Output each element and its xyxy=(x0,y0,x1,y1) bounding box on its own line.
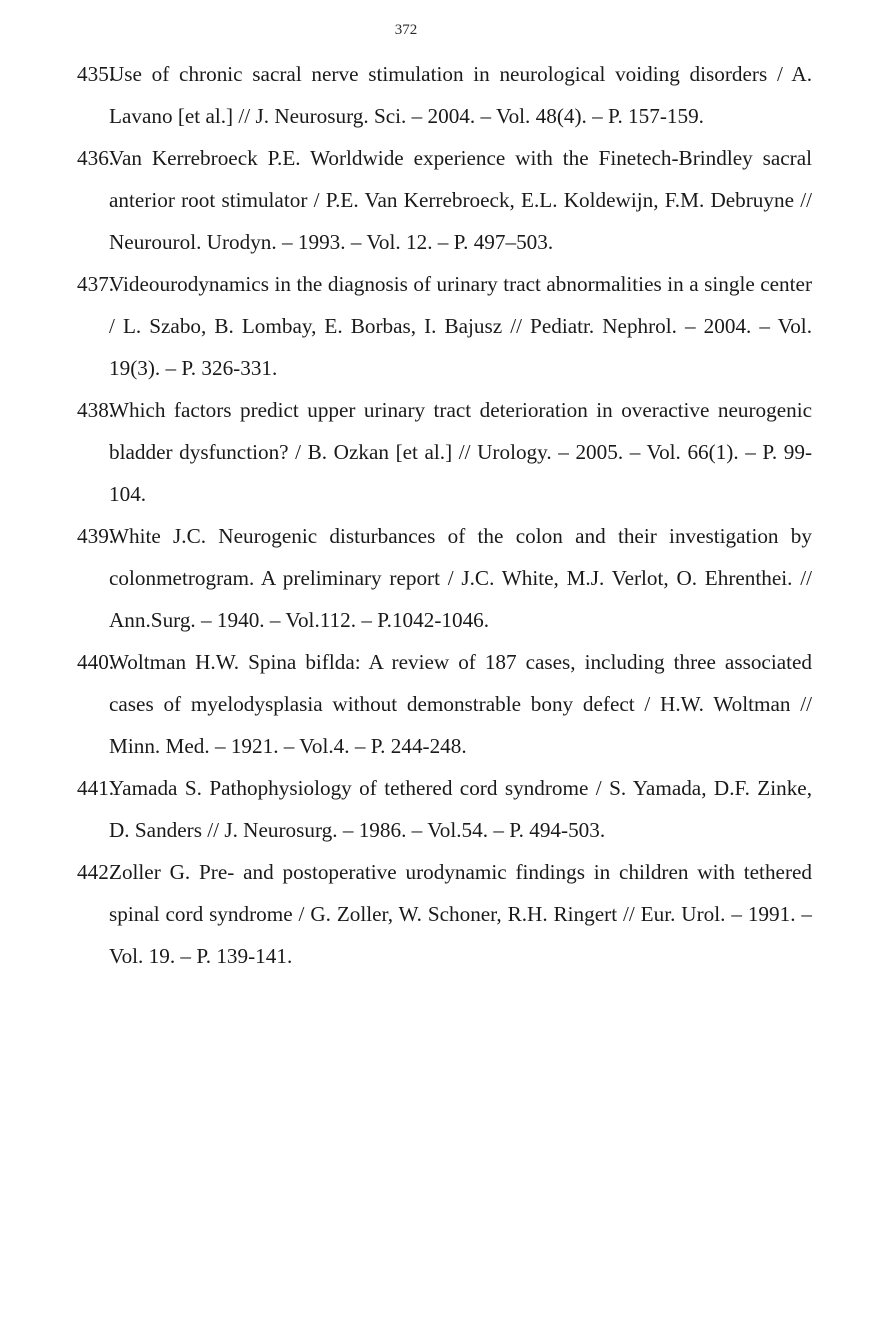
page-number: 372 xyxy=(394,22,418,38)
reference-list xyxy=(77,53,812,977)
reference-number: 440. xyxy=(77,650,115,674)
reference-text: Yamada S. Pathophysiology of tethered cord syndrome / S. Yamada, D.F. Zinke, D. Sanders // J. Neurosurg. – 1986. – Vol.54. – P. 494-503. xyxy=(109,776,812,842)
reference-item xyxy=(77,137,812,263)
reference-text: Van Kerrebroeck P.E. Worldwide experience with the Finetech-Brindley sacral anterior root stimulator / P.E. Van Kerrebroeck, E.L. Koldewijn, F.M. Debruyne // Neurourol. Urodyn. – 1993. – Vol. 12. – P. 497–503. xyxy=(109,146,812,254)
reference-number: 441. xyxy=(77,776,115,800)
reference-item xyxy=(77,641,812,767)
reference-text: Zoller G. Pre- and postoperative urodynamic findings in children with tethered spinal cord syndrome / G. Zoller, W. Schoner, R.H. Ringert // Eur. Urol. – 1991. – Vol. 19. – P. 139-141. xyxy=(109,860,812,968)
reference-text: White J.C. Neurogenic disturbances of the colon and their investigation by colonmetrogram. A preliminary report / J.C. White, M.J. Verlot, O. Ehrenthei. // Ann.Surg. – 1940. – Vol.112. – P.1042-1046. xyxy=(109,524,812,632)
reference-item xyxy=(77,767,812,851)
reference-item xyxy=(77,515,812,641)
reference-text: Which factors predict upper urinary tract deterioration in overactive neurogenic bladder dysfunction? / B. Ozkan [et al.] // Urology. – 2005. – Vol. 66(1). – P. 99-104. xyxy=(109,398,812,506)
reference-number: 442. xyxy=(77,860,115,884)
reference-text: Woltman H.W. Spina biflda: A review of 187 cases, including three associated cases of myelodysplasia without demonstrable bony defect / H.W. Woltman // Minn. Med. – 1921. – Vol.4. – P. 244-248. xyxy=(109,650,812,758)
reference-text: Videourodynamics in the diagnosis of urinary tract abnormalities in a single center / L. Szabo, B. Lombay, E. Borbas, I. Bajusz // Pediatr. Nephrol. – 2004. – Vol. 19(3). – P. 326-331. xyxy=(109,272,812,380)
reference-number: 439. xyxy=(77,524,115,548)
reference-item xyxy=(77,53,812,137)
reference-item xyxy=(77,389,812,515)
reference-number: 435. xyxy=(77,62,115,86)
reference-text: Use of chronic sacral nerve stimulation in neurological voiding disorders / A. Lavano [et al.] // J. Neurosurg. Sci. – 2004. – Vol. 48(4). – P. 157-159. xyxy=(109,62,812,128)
reference-number: 436. xyxy=(77,146,115,170)
reference-item xyxy=(77,263,812,389)
reference-number: 437. xyxy=(77,272,115,296)
reference-item xyxy=(77,851,812,977)
reference-number: 438. xyxy=(77,398,115,422)
